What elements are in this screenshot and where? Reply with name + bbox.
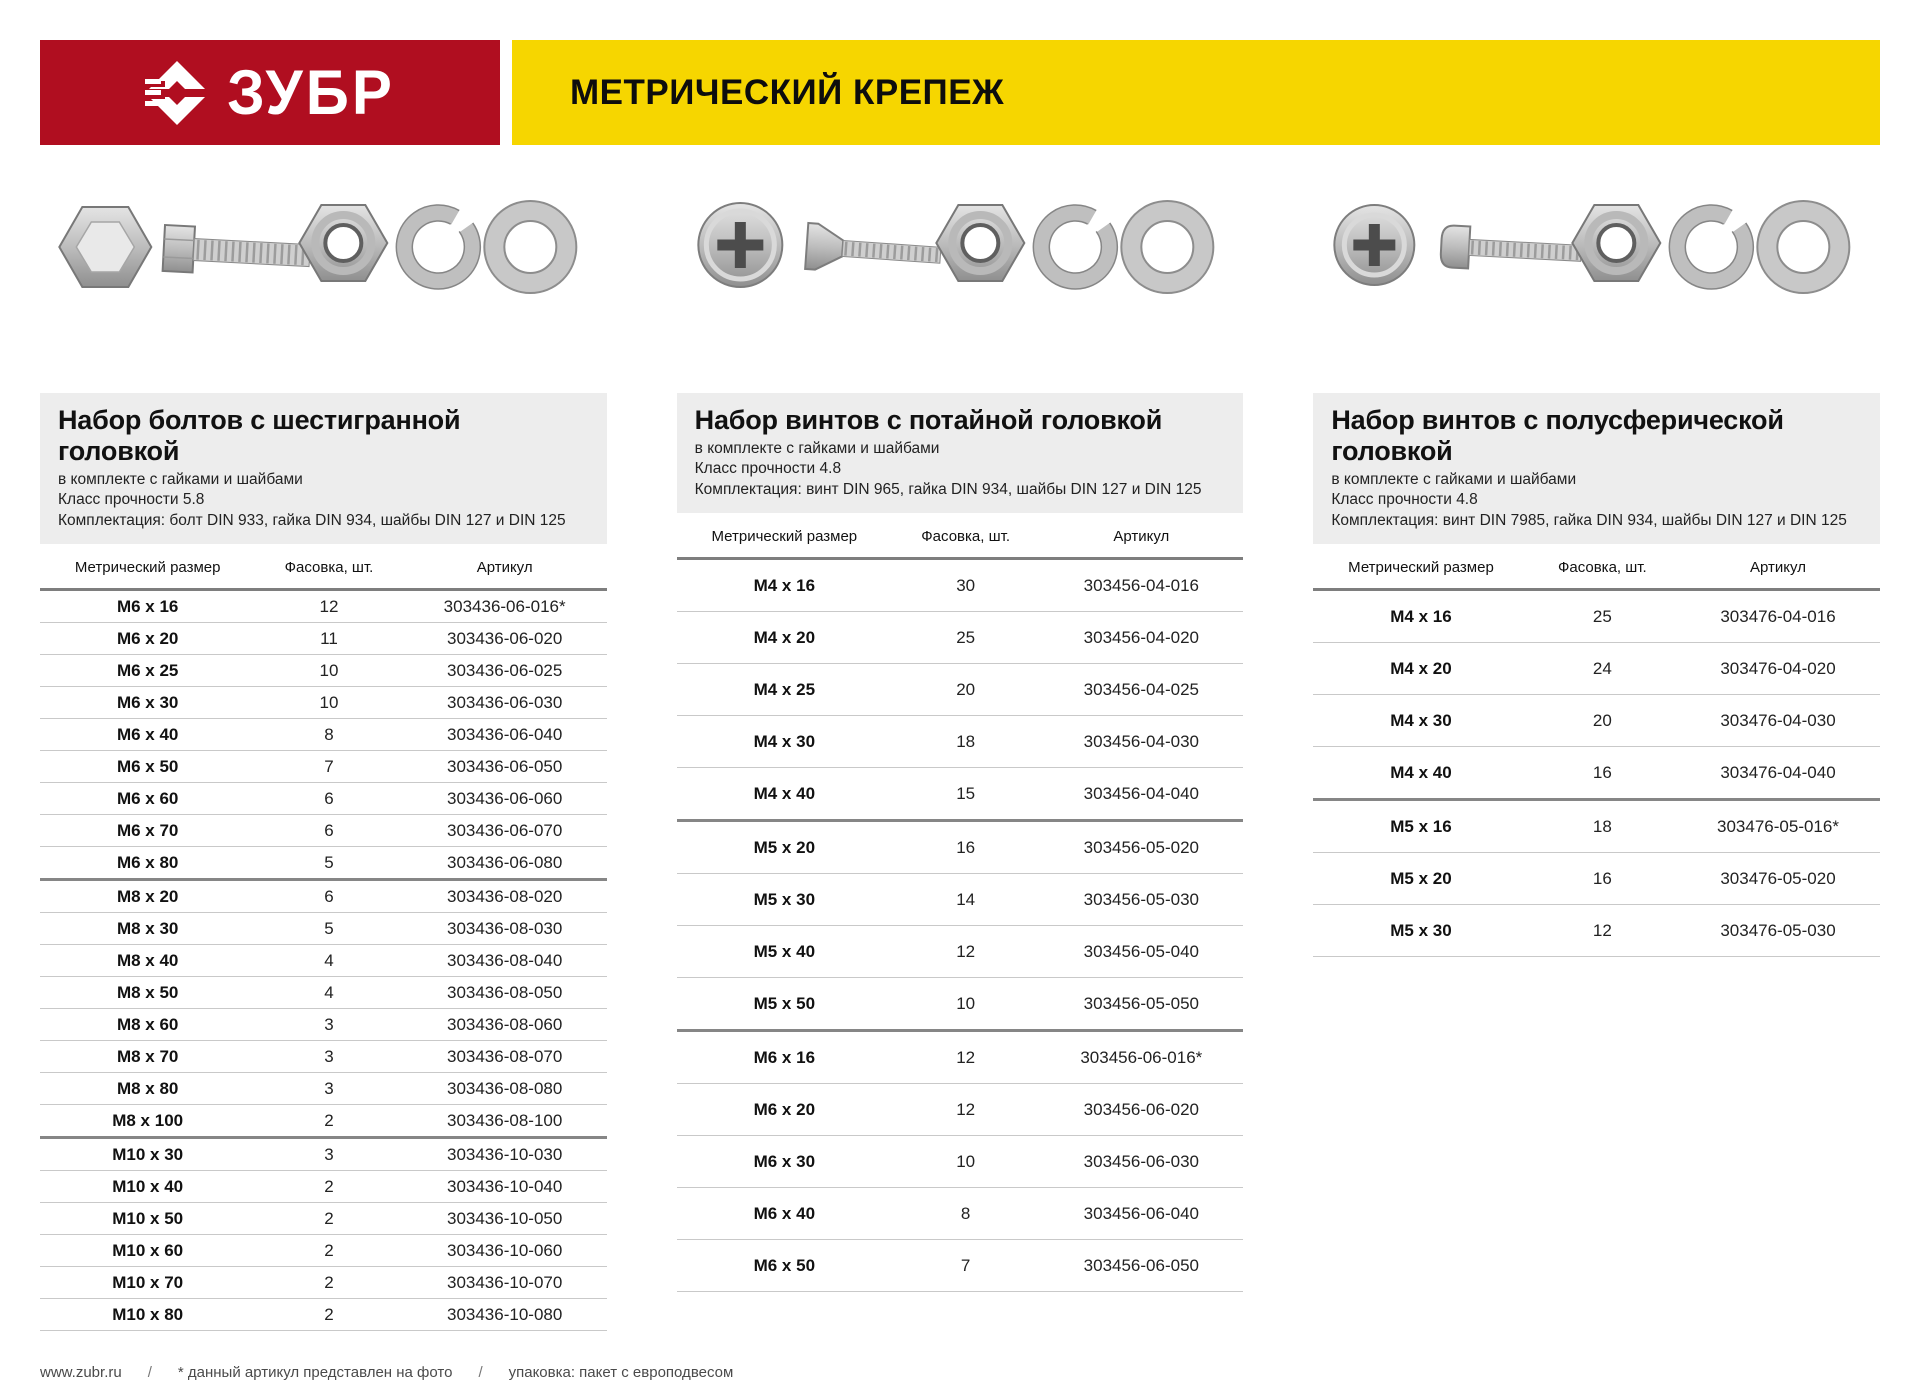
size-cell: M4 x 16: [1390, 606, 1452, 626]
size-cell: M10 x 60: [40, 1235, 255, 1267]
size-cell: M6 x 16: [677, 1031, 892, 1084]
size-cell: M6 x 20: [40, 623, 255, 655]
article-cell: 303456-06-016*: [1039, 1031, 1243, 1084]
table-row: [1313, 590, 1880, 643]
article-cell: 303436-08-040: [403, 945, 607, 977]
zubr-logo: [40, 40, 500, 145]
product-photos: [677, 187, 1244, 307]
size-cell: M6 x 50: [677, 1240, 892, 1292]
table-row: [677, 821, 1244, 874]
article-cell: 303436-10-080: [403, 1299, 607, 1331]
article-cell: 303456-04-016: [1083, 575, 1199, 595]
qty-cell: 2: [255, 1171, 402, 1203]
size-cell: M8 x 20: [40, 880, 255, 913]
article-cell: 303456-05-040: [1039, 926, 1243, 978]
qty-cell: 5: [255, 913, 402, 945]
qty-cell: 2: [255, 1235, 402, 1267]
page-footer: [40, 1364, 733, 1381]
site-url: www.zubr.ru: [40, 1364, 122, 1381]
size-cell: M8 x 40: [40, 945, 255, 977]
article-cell: 303456-06-050: [1039, 1240, 1243, 1292]
qty-cell: 10: [255, 655, 402, 687]
article-cell: 303436-08-060: [403, 1009, 607, 1041]
column-header: Фасовка, шт.: [1557, 559, 1647, 577]
table-row: [40, 1203, 607, 1235]
size-cell: M4 x 40: [677, 768, 892, 821]
product-info-block: [40, 393, 607, 544]
article-cell: 303436-06-016*: [443, 596, 566, 616]
qty-cell: 16: [1529, 853, 1676, 905]
product-kit: Комплектация: болт DIN 933, гайка DIN 934, шайбы DIN 127 и DIN 125: [58, 511, 566, 529]
size-cell: M5 x 40: [677, 926, 892, 978]
qty-cell: 6: [255, 880, 402, 913]
qty-cell: 3: [255, 1138, 402, 1171]
product-column-pan-head-screws: [1313, 187, 1880, 1331]
article-cell: 303436-10-070: [403, 1267, 607, 1299]
product-column-hex-bolts: [40, 187, 607, 1331]
size-cell: M4 x 20: [677, 612, 892, 664]
qty-cell: 7: [892, 1240, 1039, 1292]
table-row: [40, 1105, 607, 1138]
article-cell: 303436-08-080: [403, 1073, 607, 1105]
article-cell: 303456-06-030: [1039, 1136, 1243, 1188]
article-cell: 303456-04-020: [1039, 612, 1243, 664]
article-cell: 303476-05-016*: [1676, 800, 1880, 853]
size-cell: M6 x 16: [116, 596, 179, 616]
qty-cell: 25: [892, 612, 1039, 664]
table-head: [40, 544, 607, 590]
page-title-banner: [512, 40, 1880, 145]
column-header: Фасовка, шт.: [284, 559, 374, 577]
table-row: [677, 978, 1244, 1031]
qty-cell: 2: [255, 1299, 402, 1331]
table-row: [40, 847, 607, 880]
table-row: [40, 1299, 607, 1331]
article-cell: 303476-04-016: [1720, 606, 1836, 626]
footer-separator: /: [147, 1364, 152, 1381]
table-row: [677, 926, 1244, 978]
product-strength: Класс прочности 4.8: [1331, 491, 1478, 509]
qty-cell: 5: [255, 847, 402, 880]
table-row: [677, 664, 1244, 716]
size-cell: M6 x 20: [677, 1084, 892, 1136]
table-row: [40, 880, 607, 913]
table-row: [1313, 905, 1880, 957]
column-header: Артикул: [476, 559, 533, 577]
table-row: [1313, 800, 1880, 853]
table-row: [40, 655, 607, 687]
packaging-note: упаковка: пакет с европодвесом: [508, 1364, 734, 1381]
article-cell: 303436-08-020: [403, 880, 607, 913]
article-cell: 303476-04-040: [1676, 747, 1880, 800]
hex-bolt-set-photo: [40, 187, 607, 307]
footer-separator: /: [478, 1364, 483, 1381]
table-head: [1313, 544, 1880, 590]
article-cell: 303456-06-020: [1039, 1084, 1243, 1136]
article-cell: 303456-05-020: [1039, 821, 1243, 874]
product-kit: Комплектация: винт DIN 7985, гайка DIN 934, шайбы DIN 127 и DIN 125: [1331, 511, 1847, 529]
table-row: [677, 559, 1244, 612]
article-cell: 303436-08-100: [403, 1105, 607, 1138]
product-strength: Класс прочности 4.8: [694, 460, 842, 478]
size-cell: M6 x 50: [40, 751, 255, 783]
article-cell: 303436-08-050: [403, 977, 607, 1009]
qty-cell: 12: [892, 1031, 1039, 1084]
article-cell: 303436-10-060: [403, 1235, 607, 1267]
size-cell: M5 x 50: [677, 978, 892, 1031]
table-row: [40, 815, 607, 847]
table-row: [40, 1171, 607, 1203]
article-cell: 303456-05-050: [1039, 978, 1243, 1031]
article-cell: 303456-06-040: [1039, 1188, 1243, 1240]
qty-cell: 18: [1529, 800, 1676, 853]
pan-head-screw-side-photo: [1440, 225, 1582, 274]
product-photos: [40, 187, 607, 307]
flat-washer-photo: [484, 201, 576, 293]
article-cell: 303436-06-020: [403, 623, 607, 655]
qty-cell: 15: [892, 768, 1039, 821]
qty-cell: 16: [1529, 747, 1676, 800]
product-title: Набор болтов с шестигранной головкой: [58, 405, 461, 466]
countersunk-screw-set-photo: [677, 187, 1244, 307]
pan-head-screw-head-photo: [1335, 205, 1415, 285]
product-title: Набор винтов с полусферической головкой: [1331, 405, 1784, 466]
table-row: [1313, 643, 1880, 695]
qty-cell: 12: [892, 926, 1039, 978]
qty-cell: 20: [892, 664, 1039, 716]
size-cell: M8 x 70: [40, 1041, 255, 1073]
qty-cell: 30: [956, 575, 976, 595]
table-row: [677, 768, 1244, 821]
article-cell: 303456-04-025: [1039, 664, 1243, 716]
table-row: [677, 612, 1244, 664]
table-body: [1313, 590, 1880, 957]
table-row: [40, 1235, 607, 1267]
article-cell: 303436-06-070: [403, 815, 607, 847]
qty-cell: 2: [255, 1203, 402, 1235]
table-row: [1313, 853, 1880, 905]
size-cell: M5 x 16: [1313, 800, 1528, 853]
size-cell: M8 x 30: [40, 913, 255, 945]
qty-cell: 25: [1592, 606, 1612, 626]
article-cell: 303436-08-030: [403, 913, 607, 945]
column-header: Фасовка, шт.: [921, 528, 1010, 546]
spring-washer-photo: [1653, 189, 1770, 306]
qty-cell: 6: [255, 815, 402, 847]
column-header: Артикул: [1113, 528, 1170, 546]
article-cell: 303456-04-040: [1039, 768, 1243, 821]
qty-cell: 12: [1529, 905, 1676, 957]
size-cell: M8 x 50: [40, 977, 255, 1009]
table-row: [677, 1188, 1244, 1240]
size-cell: M5 x 20: [1313, 853, 1528, 905]
size-cell: M6 x 60: [40, 783, 255, 815]
qty-cell: 14: [892, 874, 1039, 926]
size-cell: M10 x 30: [40, 1138, 255, 1171]
size-cell: M8 x 60: [40, 1009, 255, 1041]
size-cell: M4 x 16: [753, 575, 816, 595]
qty-cell: 3: [255, 1073, 402, 1105]
brand-name: ЗУБР: [227, 57, 395, 128]
qty-cell: 8: [255, 719, 402, 751]
qty-cell: 3: [255, 1009, 402, 1041]
qty-cell: 8: [892, 1188, 1039, 1240]
table-row: [677, 1136, 1244, 1188]
article-cell: 303456-05-030: [1039, 874, 1243, 926]
qty-cell: 12: [319, 596, 339, 616]
table-row: [40, 783, 607, 815]
size-cell: M6 x 40: [40, 719, 255, 751]
size-cell: M4 x 20: [1313, 643, 1528, 695]
article-cell: 303476-04-030: [1676, 695, 1880, 747]
table-row: [40, 1073, 607, 1105]
page-title: МЕТРИЧЕСКИЙ КРЕПЕЖ: [570, 72, 1005, 112]
catalog-page: [0, 40, 1920, 1397]
size-cell: M8 x 80: [40, 1073, 255, 1105]
hex-nut-photo: [1573, 205, 1661, 281]
qty-cell: 4: [255, 945, 402, 977]
size-cell: M6 x 80: [40, 847, 255, 880]
table-row: [40, 623, 607, 655]
article-cell: 303436-06-025: [403, 655, 607, 687]
table-row: [677, 874, 1244, 926]
qty-cell: 3: [255, 1041, 402, 1073]
product-title: Набор винтов с потайной головкой: [694, 405, 1163, 435]
qty-cell: 4: [255, 977, 402, 1009]
table-row: [1313, 747, 1880, 800]
table-row: [40, 945, 607, 977]
table-row: [1313, 695, 1880, 747]
column-header: Метрический размер: [711, 528, 858, 546]
product-subtitle: в комплекте с гайками и шайбами: [1331, 471, 1577, 488]
qty-cell: 7: [255, 751, 402, 783]
product-table: [40, 544, 607, 1331]
size-cell: M4 x 25: [677, 664, 892, 716]
size-cell: M4 x 30: [1313, 695, 1528, 747]
table-row: [677, 1084, 1244, 1136]
product-columns: [0, 187, 1920, 1331]
countersunk-screw-side-photo: [805, 223, 942, 278]
size-cell: M5 x 20: [677, 821, 892, 874]
hex-nut-photo: [299, 205, 387, 281]
product-strength: Класс прочности 5.8: [58, 491, 205, 509]
flat-washer-photo: [1758, 201, 1850, 293]
article-cell: 303436-06-030: [403, 687, 607, 719]
table-row: [677, 716, 1244, 768]
table-row: [677, 1031, 1244, 1084]
product-kit: Комплектация: винт DIN 965, гайка DIN 934, шайбы DIN 127 и DIN 125: [694, 480, 1202, 498]
table-row: [40, 1009, 607, 1041]
article-cell: 303436-10-050: [403, 1203, 607, 1235]
size-cell: M6 x 70: [40, 815, 255, 847]
qty-cell: 10: [892, 1136, 1039, 1188]
table-row: [40, 1041, 607, 1073]
hex-bolt-head-photo: [59, 207, 151, 287]
spring-washer-photo: [1016, 189, 1133, 306]
qty-cell: 10: [255, 687, 402, 719]
product-table: [677, 513, 1244, 1292]
qty-cell: 16: [892, 821, 1039, 874]
table-row: [40, 590, 607, 623]
article-cell: 303436-08-070: [403, 1041, 607, 1073]
article-cell: 303476-05-020: [1676, 853, 1880, 905]
size-cell: M5 x 30: [1313, 905, 1528, 957]
qty-cell: 12: [892, 1084, 1039, 1136]
size-cell: M10 x 80: [40, 1299, 255, 1331]
qty-cell: 11: [255, 623, 402, 655]
hex-nut-photo: [936, 205, 1024, 281]
article-cell: 303476-04-020: [1676, 643, 1880, 695]
qty-cell: 6: [255, 783, 402, 815]
article-cell: 303456-04-030: [1039, 716, 1243, 768]
photo-note: * данный артикул представлен на фото: [177, 1364, 453, 1381]
column-header: Метрический размер: [74, 559, 221, 577]
product-photos: [1313, 187, 1880, 307]
product-info-block: [1313, 393, 1880, 544]
column-header: Метрический размер: [1348, 559, 1494, 577]
article-cell: 303476-05-030: [1676, 905, 1880, 957]
column-header: Артикул: [1750, 559, 1806, 577]
table-head: [677, 513, 1244, 559]
table-row: [40, 977, 607, 1009]
zubr-arrow-icon: [145, 57, 207, 129]
article-cell: 303436-10-030: [403, 1138, 607, 1171]
table-row: [40, 719, 607, 751]
spring-washer-photo: [380, 189, 497, 306]
table-row: [677, 1240, 1244, 1292]
size-cell: M6 x 30: [677, 1136, 892, 1188]
qty-cell: 2: [255, 1267, 402, 1299]
size-cell: M6 x 30: [40, 687, 255, 719]
product-subtitle: в комплекте с гайками и шайбами: [694, 440, 940, 457]
size-cell: M4 x 40: [1313, 747, 1528, 800]
size-cell: M10 x 50: [40, 1203, 255, 1235]
article-cell: 303436-10-040: [403, 1171, 607, 1203]
qty-cell: 18: [892, 716, 1039, 768]
size-cell: M5 x 30: [677, 874, 892, 926]
pan-head-screw-set-photo: [1313, 187, 1880, 307]
product-subtitle: в комплекте с гайками и шайбами: [58, 471, 303, 488]
qty-cell: 24: [1529, 643, 1676, 695]
product-column-countersunk-screws: [677, 187, 1244, 1331]
qty-cell: 20: [1529, 695, 1676, 747]
product-table: [1313, 544, 1880, 957]
product-info-block: [677, 393, 1244, 513]
flat-washer-photo: [1121, 201, 1213, 293]
article-cell: 303436-06-050: [403, 751, 607, 783]
table-row: [40, 1138, 607, 1171]
size-cell: M10 x 40: [40, 1171, 255, 1203]
table-row: [40, 1267, 607, 1299]
article-cell: 303436-06-060: [403, 783, 607, 815]
table-body: [40, 590, 607, 1331]
table-row: [40, 751, 607, 783]
table-row: [40, 913, 607, 945]
size-cell: M6 x 25: [40, 655, 255, 687]
table-row: [40, 687, 607, 719]
qty-cell: 10: [892, 978, 1039, 1031]
table-body: [677, 559, 1244, 1292]
size-cell: M4 x 30: [677, 716, 892, 768]
size-cell: M8 x 100: [40, 1105, 255, 1138]
article-cell: 303436-06-080: [403, 847, 607, 880]
countersunk-screw-head-photo: [698, 203, 782, 287]
hex-bolt-side-photo: [163, 225, 311, 279]
article-cell: 303436-06-040: [403, 719, 607, 751]
size-cell: M10 x 70: [40, 1267, 255, 1299]
size-cell: M6 x 40: [677, 1188, 892, 1240]
qty-cell: 2: [255, 1105, 402, 1138]
top-banner: [40, 40, 1880, 145]
